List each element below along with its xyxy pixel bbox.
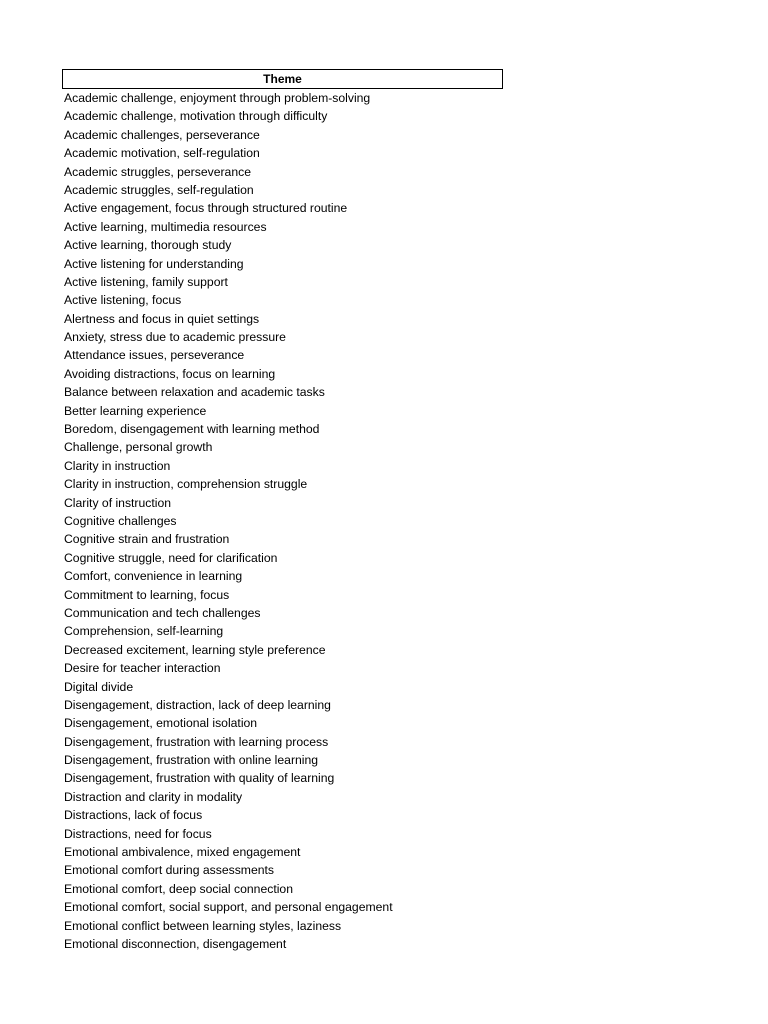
table-row: Emotional ambivalence, mixed engagement [64,845,301,860]
table-row: Clarity of instruction [64,495,172,510]
table-row: Emotional comfort during assessments [64,863,274,878]
table-row: Disengagement, emotional isolation [64,716,258,731]
table-row: Commitment to learning, focus [64,587,230,602]
table-row: Avoiding distractions, focus on learning [64,366,276,381]
table-row: Digital divide [64,679,134,694]
table-row: Clarity in instruction, comprehension struggle [64,477,308,492]
table-row: Active listening, focus [64,293,182,308]
table-row: Disengagement, frustration with online learning [64,753,319,768]
table-row: Active engagement, focus through structured routine [64,201,348,216]
table-row: Emotional disconnection, disengagement [64,936,287,951]
table-row: Active listening for understanding [64,256,244,271]
table-row: Emotional conflict between learning styles, laziness [64,918,342,933]
table-row: Emotional comfort, deep social connection [64,881,293,896]
table-row: Decreased excitement, learning style preference [64,642,326,657]
table-row: Academic challenges, perseverance [64,127,260,142]
table-row: Disengagement, frustration with quality of learning [64,771,335,786]
table-row: Disengagement, frustration with learning process [64,734,329,749]
table-row: Emotional comfort, social support, and personal engagement [64,900,393,915]
table-row: Academic challenge, motivation through difficulty [64,109,328,124]
table-row: Disengagement, distraction, lack of deep learning [64,697,331,712]
table-row: Cognitive struggle, need for clarification [64,550,278,565]
table-row: Distractions, need for focus [64,826,212,841]
theme-table [62,69,503,953]
table-row: Academic struggles, perseverance [64,164,251,179]
table-row: Cognitive challenges [64,513,177,528]
table-row: Distractions, lack of focus [64,808,203,823]
table-row: Academic challenge, enjoyment through problem-solving [64,91,371,105]
table-row: Academic motivation, self-regulation [64,146,260,161]
theme-list [62,89,503,953]
table-row: Anxiety, stress due to academic pressure [64,330,286,345]
table-row: Cognitive strain and frustration [64,532,230,547]
table-row: Challenge, personal growth [64,440,213,455]
table-row: Distraction and clarity in modality [64,789,243,804]
table-row: Better learning experience [64,403,207,418]
table-row: Academic struggles, self-regulation [64,182,254,197]
table-row: Comfort, convenience in learning [64,569,243,584]
column-header-theme: Theme [62,69,503,89]
table-row: Clarity in instruction [64,458,171,473]
table-row: Alertness and focus in quiet settings [64,311,260,326]
table-row: Attendance issues, perseverance [64,348,245,363]
table-row: Comprehension, self-learning [64,624,224,639]
table-row: Balance between relaxation and academic tasks [64,385,325,400]
table-row: Active learning, multimedia resources [64,219,267,234]
table-row: Active learning, thorough study [64,238,232,253]
table-row: Communication and tech challenges [64,605,261,620]
table-row: Active listening, family support [64,274,228,289]
table-row: Desire for teacher interaction [64,661,221,676]
table-row: Boredom, disengagement with learning method [64,422,320,437]
